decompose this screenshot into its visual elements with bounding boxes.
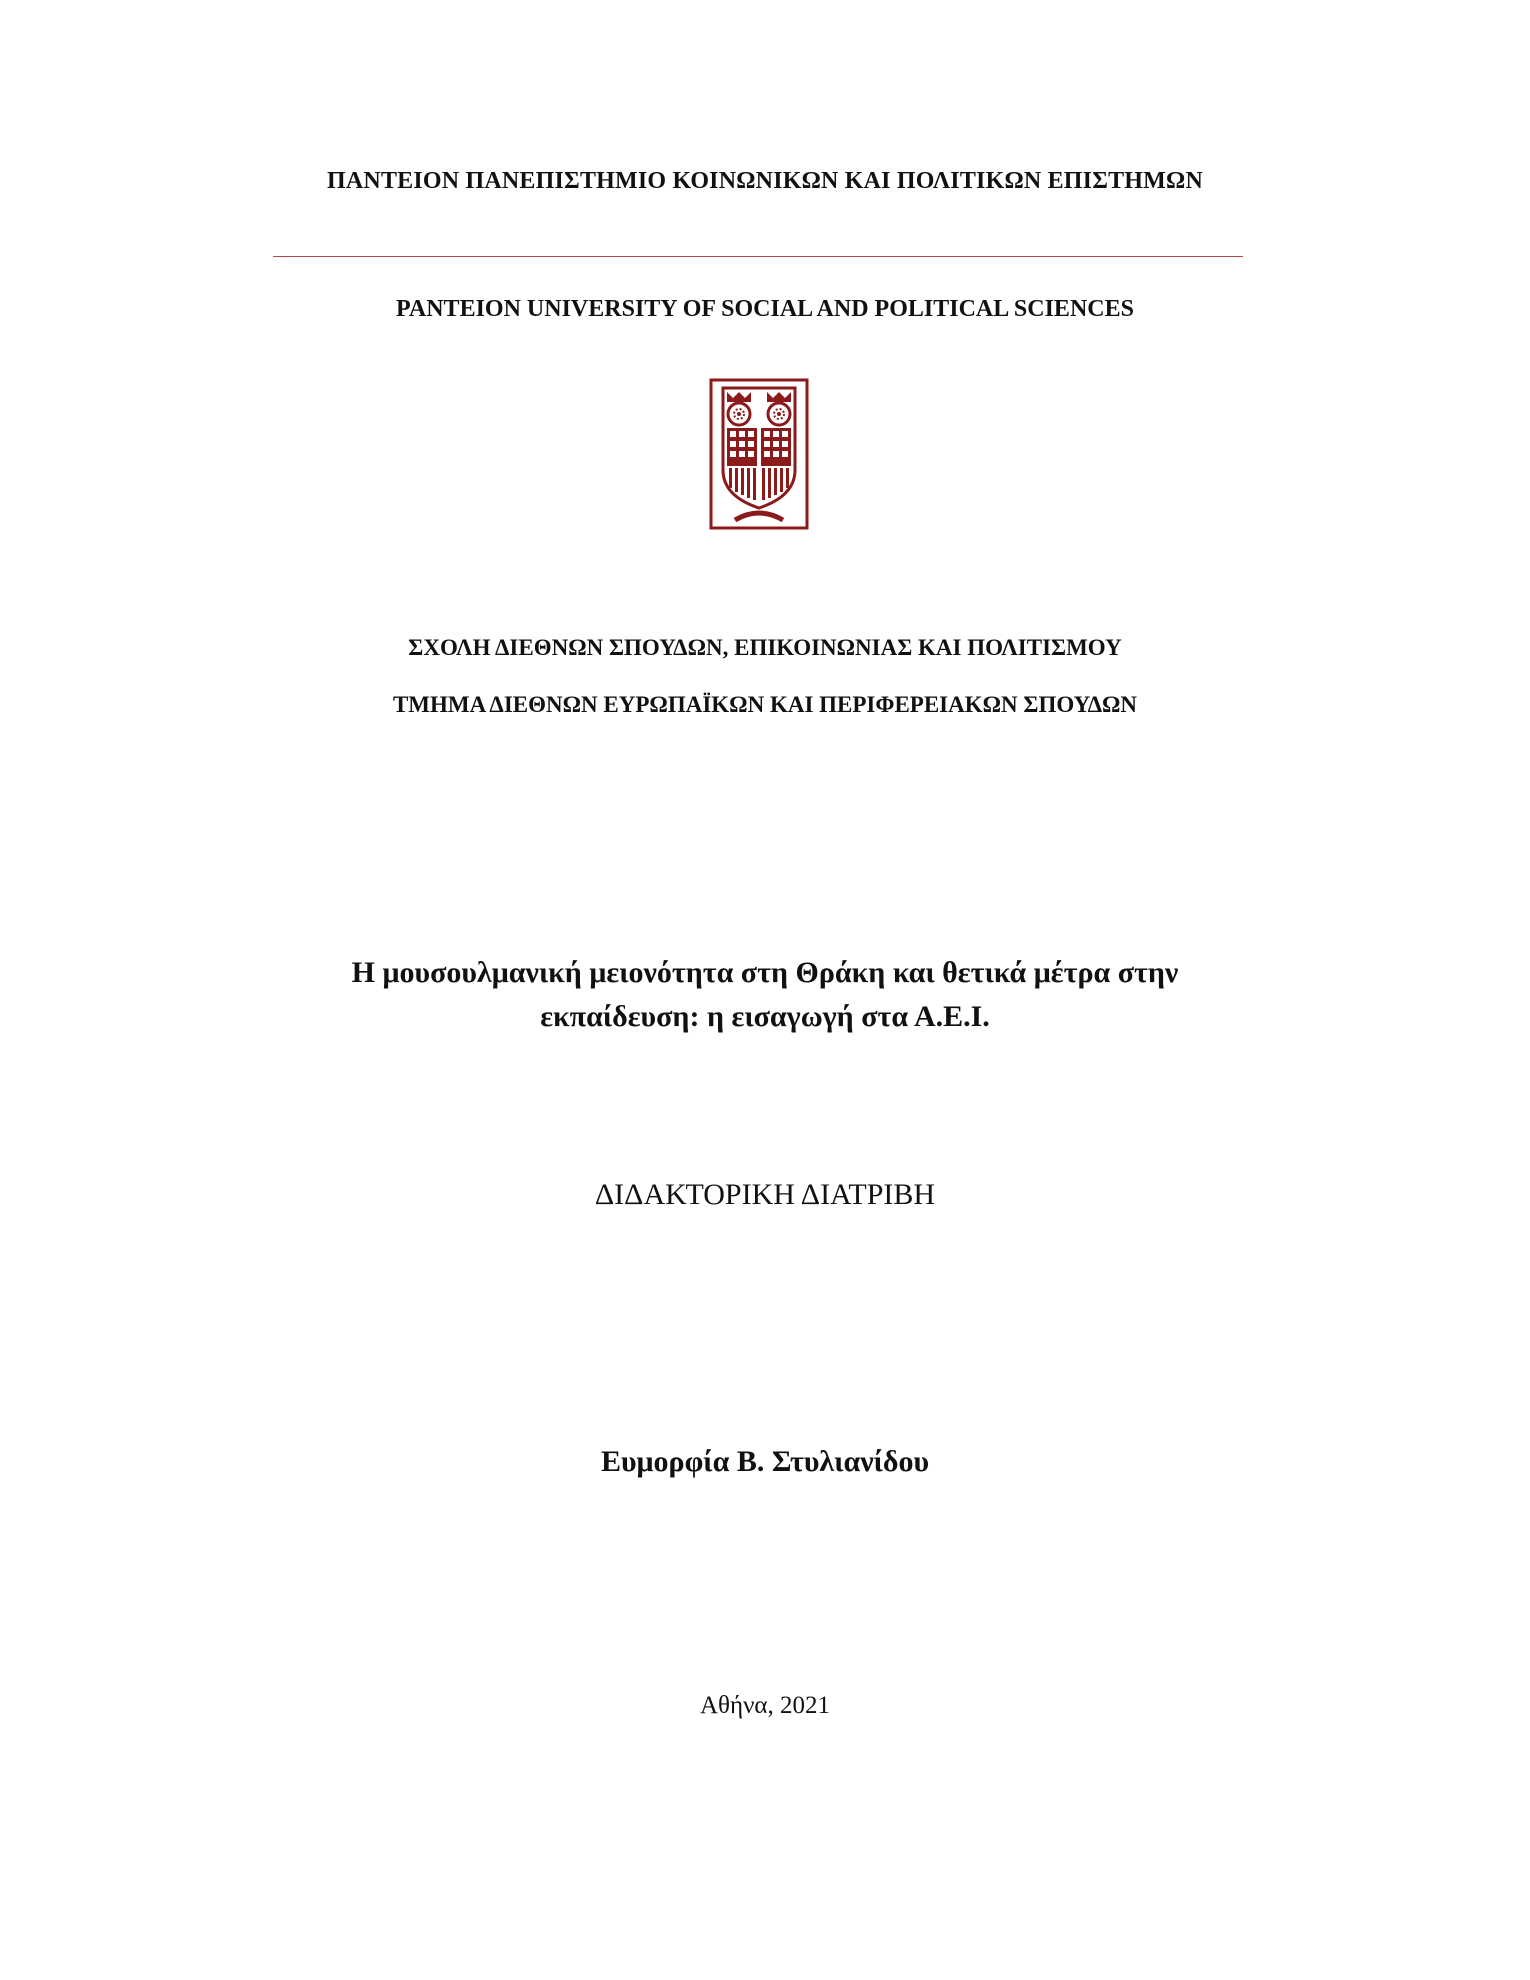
thesis-title-line-1: Η μουσουλμανική μειονότητα στη Θράκη και θετικά μέτρα στην: [351, 956, 1179, 989]
school-name: ΣΧΟΛΗ ΔΙΕΘΝΩΝ ΣΠΟΥΔΩΝ, ΕΠΙΚΟΙΝΩΝΙΑΣ ΚΑΙ ΠΟΛΙΤΙΣΜΟΥ: [408, 635, 1122, 660]
document-type: ΔΙΔΑΚΤΟΡΙΚΗ ΔΙΑΤΡΙΒΗ: [594, 1178, 936, 1211]
university-name-greek: ΠΑΝΤΕΙΟΝ ΠΑΝΕΠΙΣΤΗΜΙΟ ΚΟΙΝΩΝΙΚΩΝ ΚΑΙ ΠΟΛΙΤΙΚΩΝ ΕΠΙΣΤΗΜΩΝ: [327, 168, 1203, 194]
author-name: Ευμορφία Β. Στυλιανίδου: [600, 1445, 930, 1478]
header-divider: [273, 256, 1243, 257]
place-and-year: Αθήνα, 2021: [699, 1692, 830, 1719]
department-name: ΤΜΗΜΑ ΔΙΕΘΝΩΝ ΕΥΡΩΠΑΪΚΩΝ ΚΑΙ ΠΕΡΙΦΕΡΕΙΑΚΩΝ ΣΠΟΥΔΩΝ: [392, 692, 1138, 717]
thesis-title-line-2: εκπαίδευση: η εισαγωγή στα Α.Ε.Ι.: [540, 1000, 990, 1033]
panteion-crest-icon: [709, 378, 809, 530]
university-name-english: PANTEION UNIVERSITY OF SOCIAL AND POLITICAL SCIENCES: [396, 296, 1134, 322]
thesis-title: [0, 951, 1530, 1039]
